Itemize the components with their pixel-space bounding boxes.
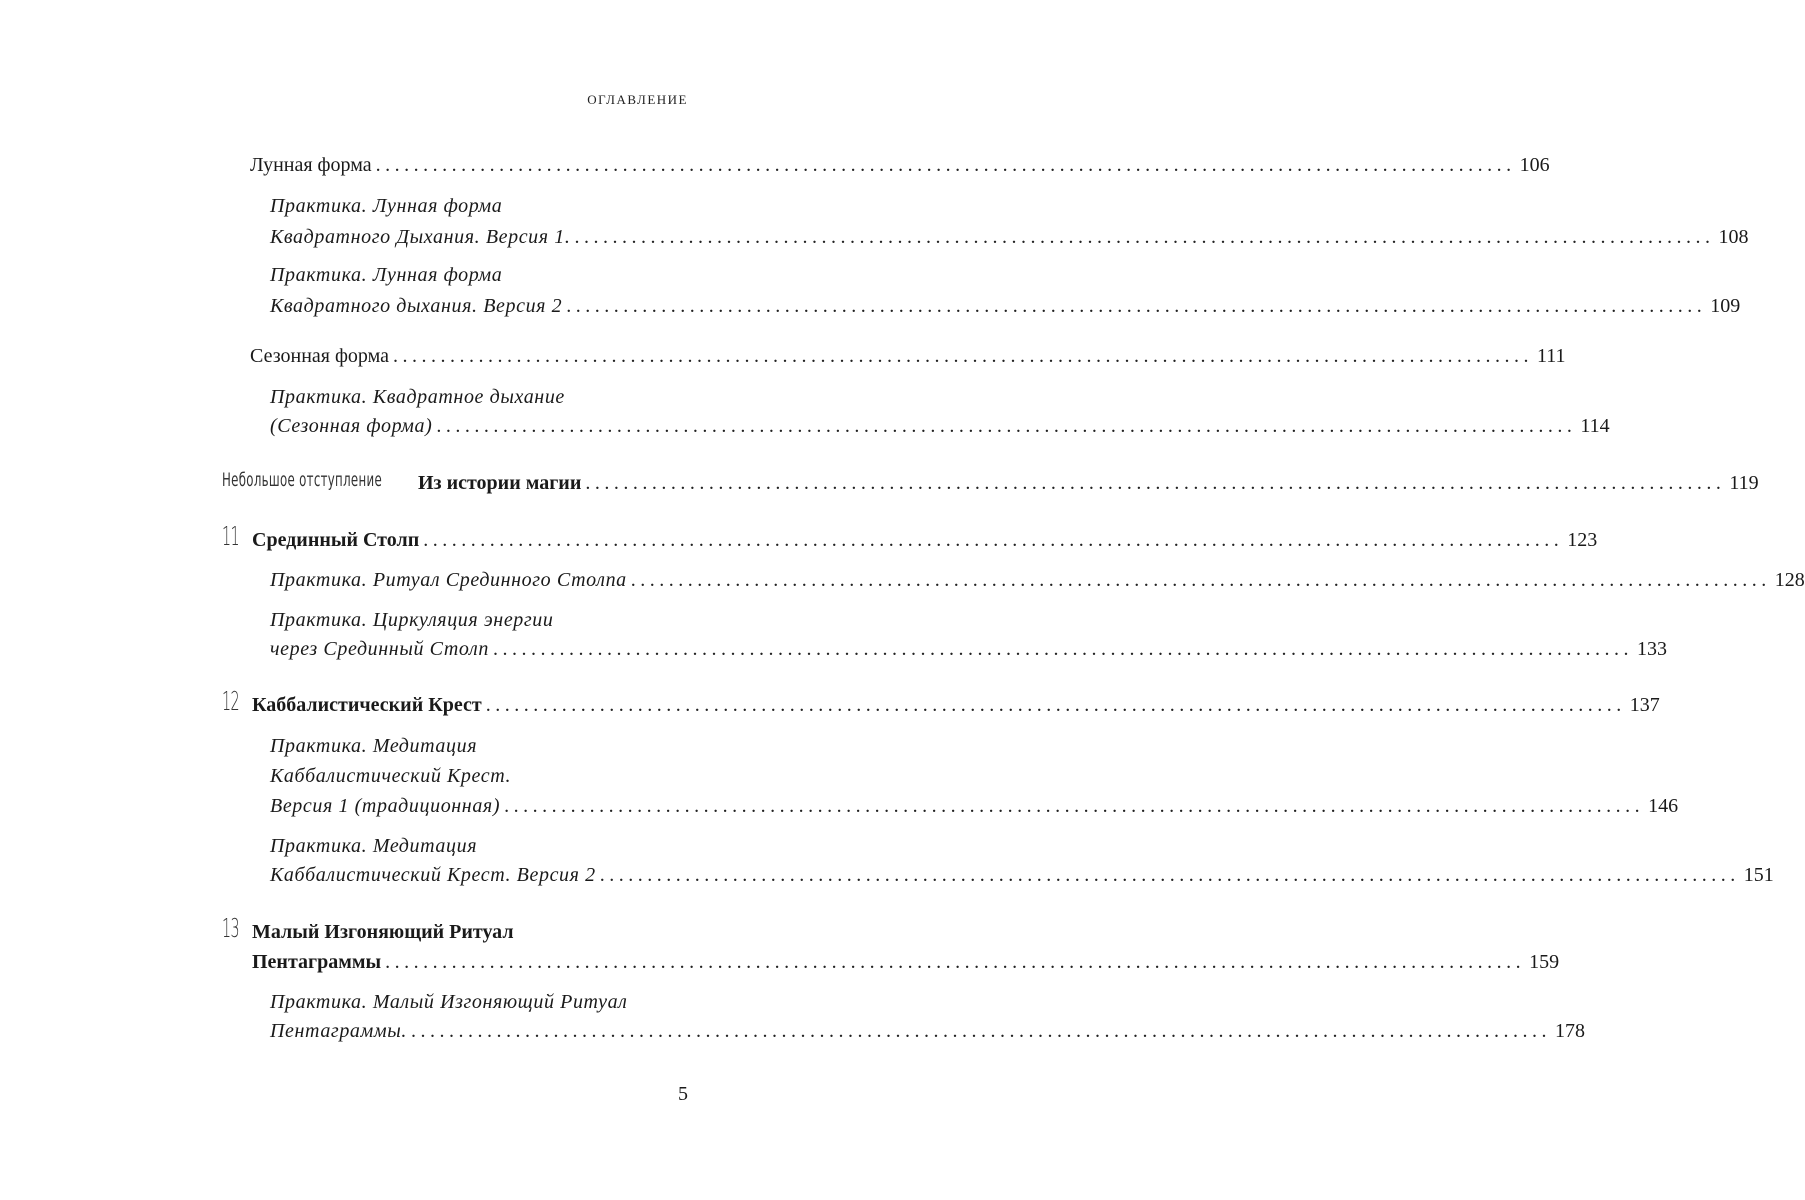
toc-entry-title: через Срединный Столп	[270, 638, 489, 660]
chapter-number: 13	[222, 914, 240, 944]
toc-entry-energy-circulation[interactable]	[270, 636, 1667, 662]
toc-entry-kabbalistic-cross-2[interactable]	[270, 862, 1774, 888]
toc-entry-title: Из истории магии	[418, 472, 582, 494]
toc-page-number: 133	[1636, 638, 1667, 660]
page-number: 5	[678, 1083, 688, 1105]
toc-page-number: 114	[1580, 415, 1610, 437]
toc-entry-kabbalistic-cross-1[interactable]	[270, 793, 1679, 819]
toc-page-number: 151	[1743, 864, 1774, 886]
toc-entry-seasonal-form[interactable]	[250, 343, 1566, 369]
leader-dots: ........................................................................................................................	[492, 638, 1633, 660]
leader-dots: ........................................................................................................................	[385, 951, 1526, 973]
toc-page-number: 123	[1567, 529, 1598, 551]
toc-entry-title: (Сезонная форма)	[270, 415, 433, 437]
toc-entry-title: Практика. Ритуал Срединного Столпа	[270, 569, 627, 591]
toc-entry-title: Срединный Столп	[252, 529, 420, 551]
toc-entry-title: Квадратного Дыхания. Версия 1.	[270, 226, 571, 248]
leader-dots: ........................................................................................................................	[393, 345, 1534, 367]
toc-page-number: 109	[1710, 295, 1741, 317]
toc-entry-seasonal-practice[interactable]	[270, 413, 1610, 439]
toc-page-number: 106	[1519, 154, 1550, 176]
chapter-number: 11	[222, 522, 240, 552]
leader-dots: ........................................................................................................................	[411, 1020, 1552, 1042]
leader-dots: ........................................................................................................................	[574, 226, 1715, 248]
leader-dots: ........................................................................................................................	[423, 529, 1564, 551]
toc-entry-title-line: Практика. Малый Изгоняющий Ритуал	[270, 991, 628, 1013]
toc-entry-title-line: Каббалистический Крест.	[270, 765, 512, 787]
leader-dots: ........................................................................................................................	[436, 415, 1577, 437]
leader-dots: ........................................................................................................................	[630, 569, 1771, 591]
toc-entry-title-line: Практика. Медитация	[270, 835, 478, 857]
toc-page-number: 128	[1774, 569, 1805, 591]
toc-entry-chapter-12[interactable]	[252, 692, 1660, 718]
toc-entry-title: Квадратного дыхания. Версия 2	[270, 295, 563, 317]
toc-entry-title: Пентаграммы.	[270, 1020, 408, 1042]
toc-page-number: 178	[1555, 1020, 1586, 1042]
leader-dots: ........................................................................................................................	[599, 864, 1740, 886]
leader-dots: ........................................................................................................................	[504, 795, 1645, 817]
chapter-number: 12	[222, 687, 240, 717]
toc-entry-lunar-form[interactable]	[250, 152, 1550, 178]
toc-entry-title: Пентаграммы	[252, 951, 382, 973]
toc-page-number: 137	[1629, 694, 1660, 716]
toc-entry-title-line: Практика. Лунная форма	[270, 195, 503, 217]
toc-entry-banishing-ritual-practice[interactable]	[270, 1018, 1586, 1044]
toc-entry-title-line: Практика. Медитация	[270, 735, 478, 757]
toc-page-number: 159	[1529, 951, 1560, 973]
toc-entry-title-line: Практика. Лунная форма	[270, 264, 503, 286]
toc-entry-title: Версия 1 (традиционная)	[270, 795, 501, 817]
toc-entry-title-line: Практика. Квадратное дыхание	[270, 386, 565, 408]
leader-dots: ........................................................................................................................	[375, 154, 1516, 176]
toc-page-number: 111	[1537, 345, 1566, 367]
toc-entry-lunar-practice-1[interactable]	[270, 224, 1749, 250]
toc-entry-title: Сезонная форма	[250, 345, 390, 367]
toc-entry-middle-pillar-ritual[interactable]	[270, 567, 1805, 593]
leader-dots: ........................................................................................................................	[566, 295, 1707, 317]
digression-label: Небольшое отступление	[222, 469, 383, 491]
toc-entry-title: Каббалистический Крест. Версия 2	[270, 864, 596, 886]
toc-entry-chapter-13[interactable]	[252, 949, 1560, 975]
toc-entry-chapter-11[interactable]	[252, 527, 1598, 553]
leader-dots: ........................................................................................................................	[485, 694, 1626, 716]
toc-page-number: 146	[1648, 795, 1679, 817]
toc-page-number: 108	[1718, 226, 1749, 248]
toc-entry-title-line: Малый Изгоняющий Ритуал	[252, 921, 514, 943]
toc-entry-title: Лунная форма	[250, 154, 372, 176]
toc-entry-lunar-practice-2[interactable]	[270, 293, 1741, 319]
toc-entry-title: Каббалистический Крест	[252, 694, 482, 716]
running-head: ОГЛАВЛЕНИЕ	[587, 92, 688, 107]
leader-dots: ........................................................................................................................	[585, 472, 1726, 494]
toc-entry-title-line: Практика. Циркуляция энергии	[270, 609, 554, 631]
toc-page-number: 119	[1729, 472, 1759, 494]
toc-entry-history-of-magic[interactable]	[418, 470, 1759, 496]
